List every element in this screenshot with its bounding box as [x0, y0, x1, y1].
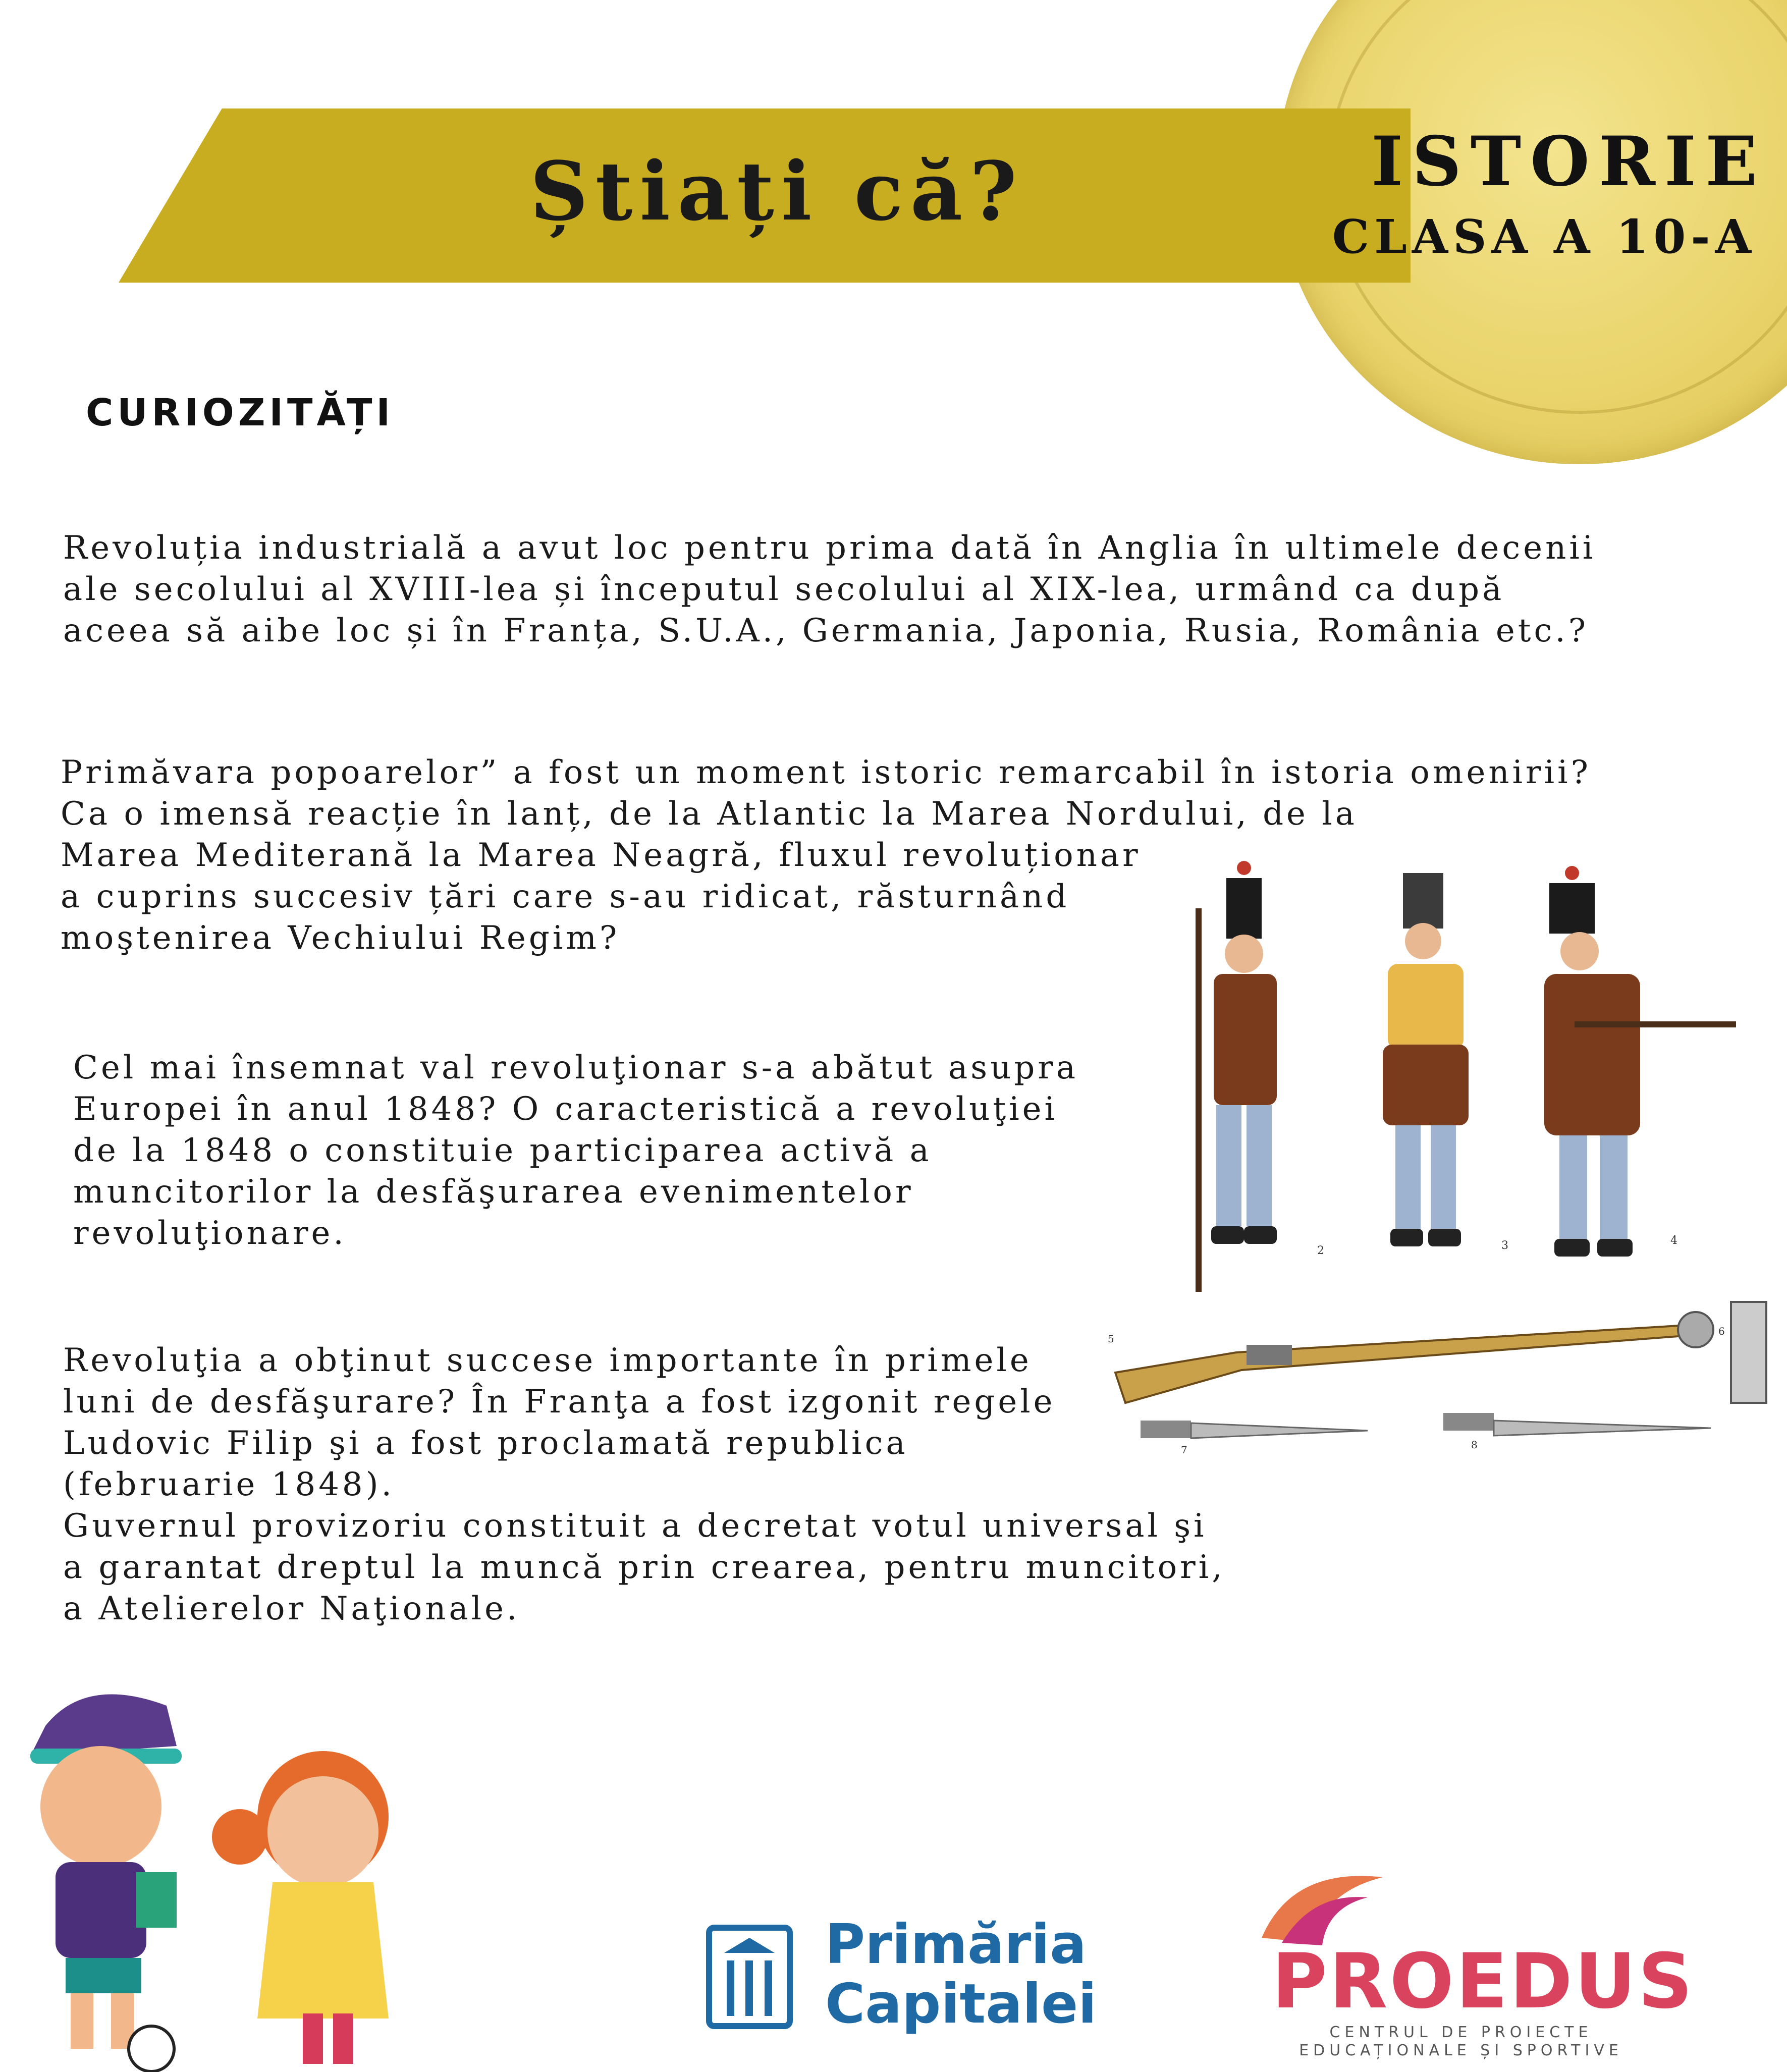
logo-line: Primăria	[825, 1913, 1087, 1976]
proedus-logo-text: PROEDUS	[1272, 1938, 1695, 2026]
logo-line: Capitalei	[825, 1973, 1097, 2036]
paragraph-1848-wave: Cel mai însemnat val revoluţionar s-a abătut asupra Europei în anul 1848? O caracteristică a revoluţiei de la 1848 o constituie participarea activă a muncitorilor la desfăşurarea evenimentelor revoluţionare.	[73, 1049, 1079, 1252]
figure-label: 7	[1181, 1444, 1187, 1456]
proedus-subtitle: CENTRUL DE PROIECTE EDUCAȚIONALE ȘI SPORTIVE	[1299, 2024, 1623, 2059]
bayonet-icon	[1141, 1421, 1368, 1438]
page-title: Știați că?	[530, 144, 1024, 239]
paragraph-revolution-successes: Revoluţia a obţinut succese importante în primele luni de desfăşurare? În Franţa a fost izgonit regele Ludovic Filip şi a fost proclamată republica (februarie 1848). Guvernul provizoriu constituit a decretat votul universal şi a garantat dreptul la muncă prin crearea, pentru muncitori, a Atelierelor Naţionale.	[63, 1342, 1225, 1627]
primaria-capitalei-logo-text	[825, 1915, 1097, 2034]
figure-label: 6	[1718, 1325, 1725, 1337]
grade-label: CLASA A 10-A	[1332, 209, 1756, 264]
figure-label: 8	[1471, 1439, 1478, 1451]
figure-label: 3	[1501, 1239, 1508, 1252]
figure-label: 5	[1108, 1333, 1114, 1345]
section-title: CURIOZITĂȚI	[86, 391, 395, 434]
cartridge-icon	[1678, 1302, 1766, 1403]
soldiers-illustration	[1161, 853, 1741, 1307]
figure-label: 4	[1670, 1234, 1677, 1247]
kids-mascot-illustration	[0, 1665, 505, 2072]
girl-mascot	[212, 1751, 389, 2064]
figure-label: 2	[1317, 1244, 1324, 1257]
bayonet-icon	[1443, 1413, 1711, 1436]
paragraph-spring-of-nations: Primăvara popoarelor” a fost un moment istoric remarcabil în istoria omenirii? Ca o imensă reacție în lanț, de la Atlantic la Marea Nordului, de la Marea Mediterană la Marea Neagră, fluxul revoluționar a cuprins succesiv țări care s-au ridicat, răsturnând moştenirea Vechiului Regim?	[61, 754, 1591, 957]
soldier-figure	[1199, 861, 1277, 1292]
weapons-illustration	[1105, 1297, 1787, 1479]
soldier-figure	[1383, 873, 1469, 1246]
paragraph-industrial-revolution: Revoluția industrială a avut loc pentru prima dată în Anglia în ultimele decenii ale secolului al XVIII-lea și începutul secolului al XIX-lea, urmând ca după aceea să aibe loc și în Franța, S.U.A., Germania, Japonia, Rusia, România etc.?	[63, 529, 1596, 649]
proedus-flame-icon	[1252, 1862, 1393, 1948]
musket-icon	[1115, 1325, 1698, 1403]
subject-label: ISTORIE	[1371, 121, 1766, 201]
boy-mascot	[30, 1695, 182, 2072]
primaria-capitalei-logo-icon	[704, 1923, 795, 2031]
soldier-figure	[1544, 866, 1736, 1257]
